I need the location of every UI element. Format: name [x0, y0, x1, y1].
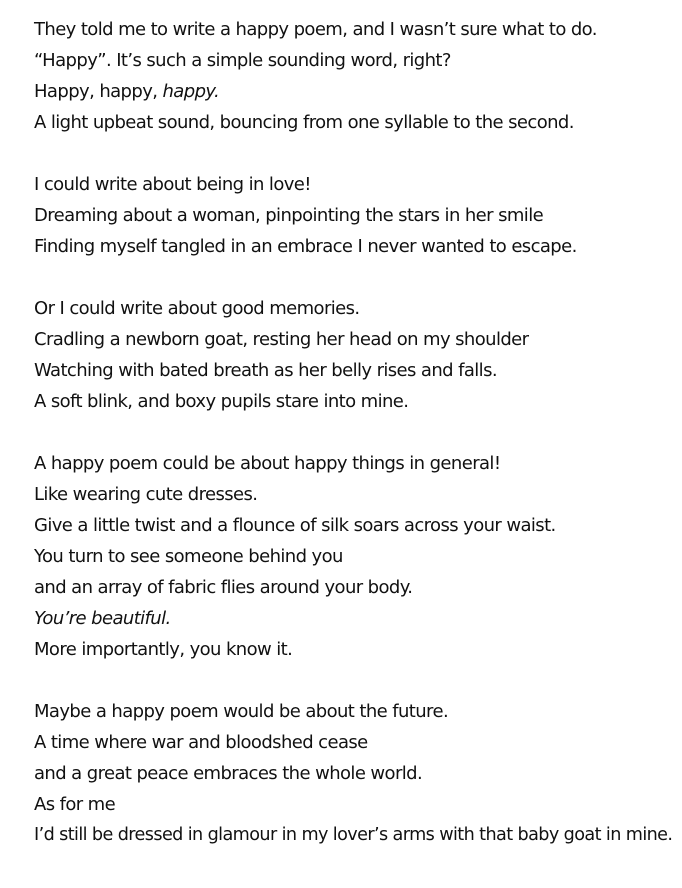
- poem-line: As for me: [34, 794, 116, 815]
- poem-line: I’d still be dressed in glamour in my lover’s arms with that baby goat in mine.: [34, 825, 673, 845]
- poem-line: Finding myself tangled in an embrace I never wanted to escape.: [34, 236, 577, 257]
- poem-line: Maybe a happy poem would be about the future.: [34, 701, 449, 722]
- poem-line: I could write about being in love!: [34, 174, 311, 195]
- poem-line: and an array of fabric flies around your body.: [34, 577, 413, 598]
- stanza-1: [34, 14, 674, 138]
- poem-line: “Happy”. It’s such a simple sounding word, right?: [34, 50, 451, 71]
- poem-line: A light upbeat sound, bouncing from one syllable to the second.: [34, 112, 574, 133]
- poem-line: A time where war and bloodshed cease: [34, 732, 368, 753]
- poem-line: Cradling a newborn goat, resting her head on my shoulder: [34, 329, 529, 350]
- poem-line: More importantly, you know it.: [34, 639, 293, 660]
- stanza-3: [34, 293, 674, 417]
- poem-line-italic-text: happy.: [162, 81, 220, 102]
- poem-line: [34, 76, 674, 107]
- stanza-2: [34, 169, 674, 262]
- poem-line: Like wearing cute dresses.: [34, 484, 258, 505]
- stanza-5: [34, 696, 674, 851]
- poem-line: Give a little twist and a flounce of silk soars across your waist.: [34, 515, 556, 536]
- poem: [34, 14, 674, 851]
- stanza-4: [34, 448, 674, 665]
- poem-line: A soft blink, and boxy pupils stare into mine.: [34, 391, 409, 412]
- poem-line: A happy poem could be about happy things in general!: [34, 453, 501, 474]
- poem-line-italic: You’re beautiful.: [34, 608, 171, 629]
- poem-line: and a great peace embraces the whole world.: [34, 763, 423, 784]
- poem-line-text: Happy, happy,: [34, 81, 163, 102]
- poem-line: You turn to see someone behind you: [34, 546, 343, 567]
- poem-line: Watching with bated breath as her belly rises and falls.: [34, 360, 497, 381]
- poem-line: They told me to write a happy poem, and I wasn’t sure what to do.: [34, 19, 597, 40]
- poem-line: Or I could write about good memories.: [34, 298, 360, 319]
- poem-line: Dreaming about a woman, pinpointing the stars in her smile: [34, 205, 544, 226]
